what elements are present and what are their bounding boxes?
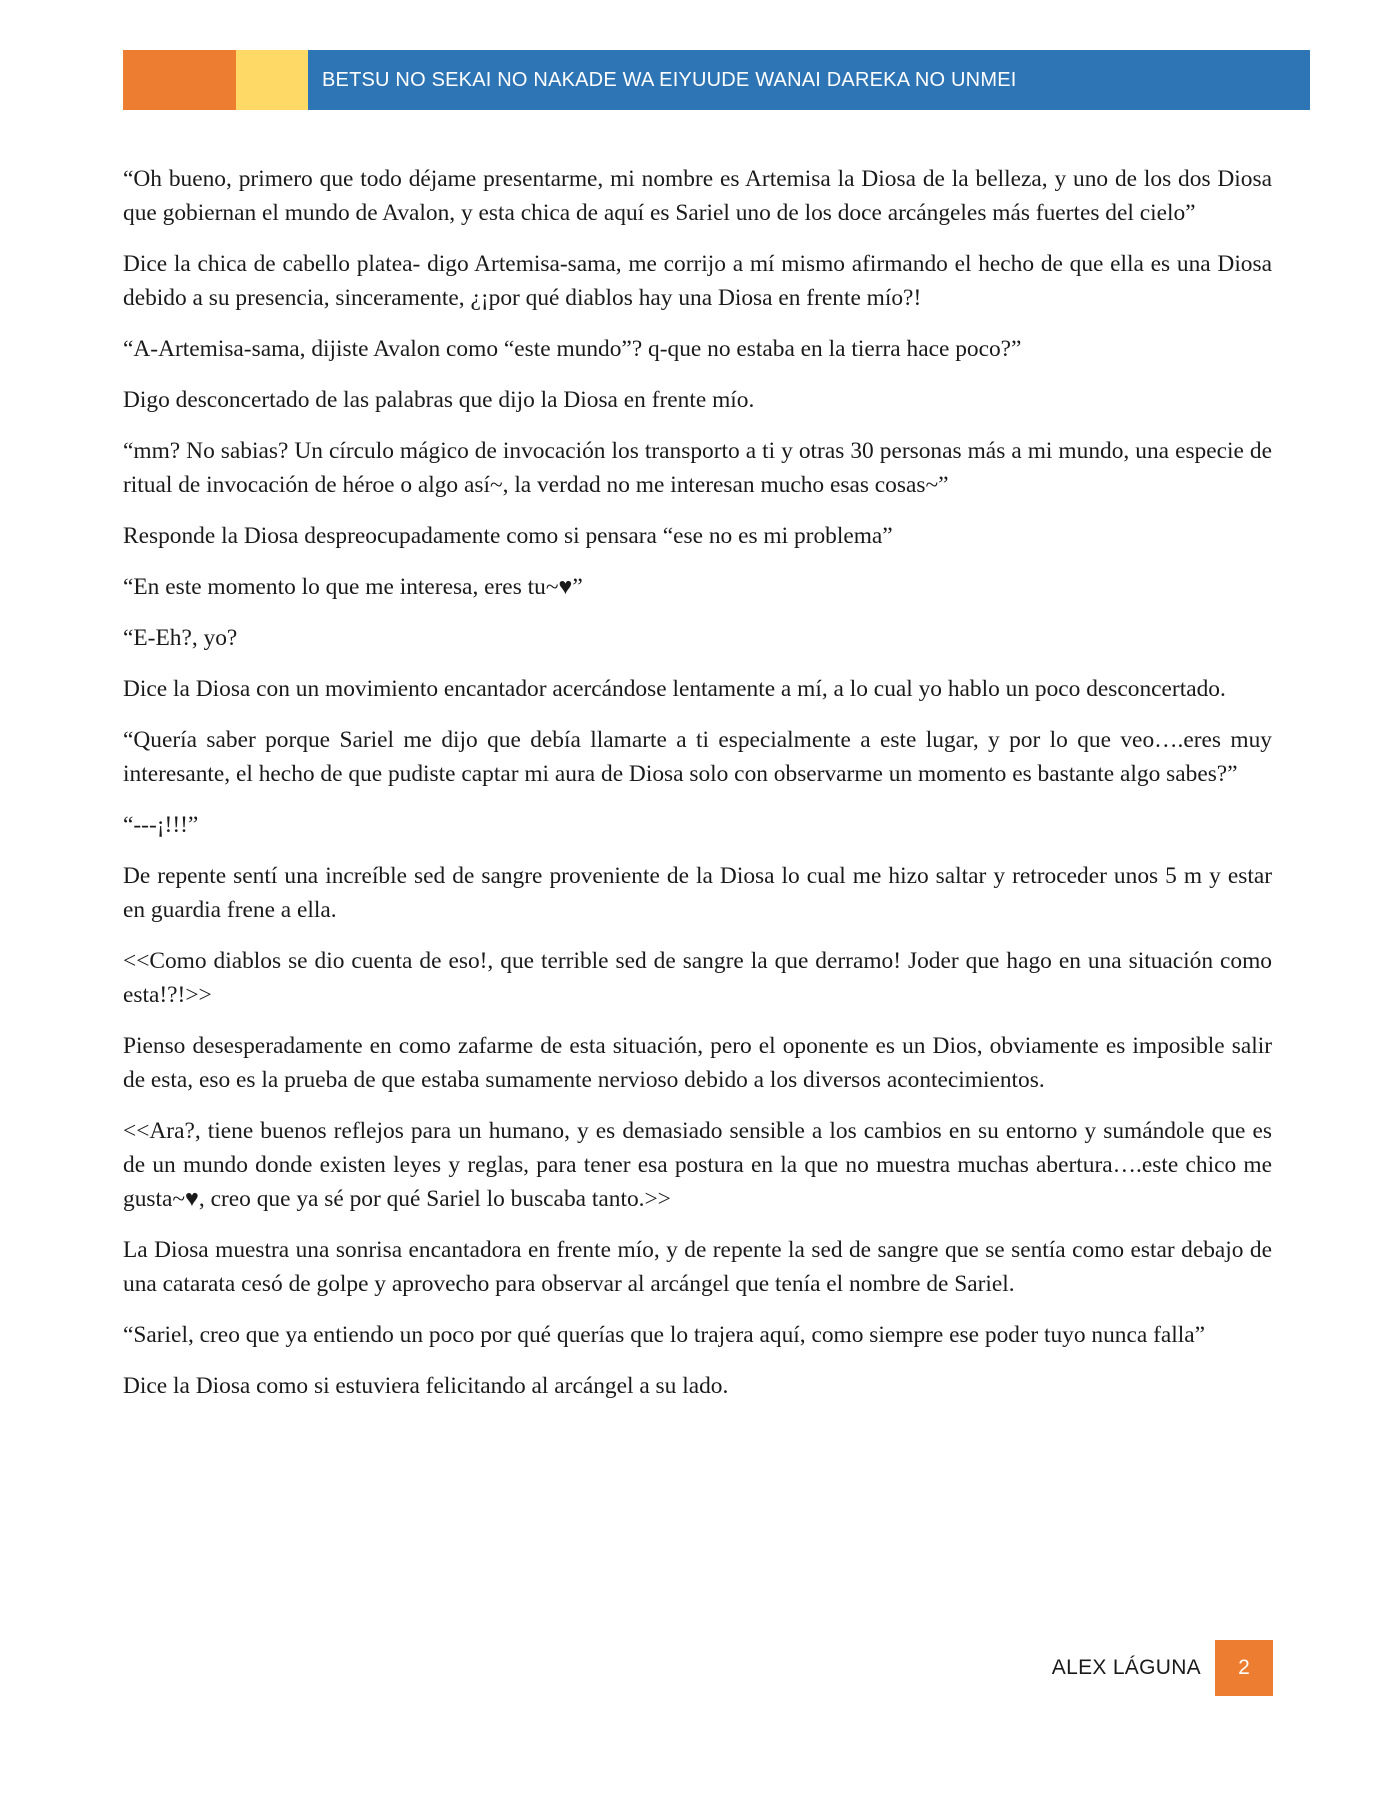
header-yellow-block [236,50,308,110]
paragraph: “E-Eh?, yo? [123,625,238,651]
page-header [123,50,1310,110]
paragraph: <<Como diablos se dio cuenta de eso!, que terrible sed de sangre la que derramo! Joder que hago en una situación como esta!?!>> [123,948,1272,1008]
page-number-badge [1215,1640,1273,1696]
paragraph: La Diosa muestra una sonrisa encantadora en frente mío, y de repente la sed de sangre que se sentía como estar debajo de una catarata cesó de golpe y aprovecho para observar al arcángel que tenía el nombre de Sariel. [123,1237,1272,1297]
paragraph: Digo desconcertado de las palabras que dijo la Diosa en frente mío. [123,387,755,413]
header-title-bar [308,50,1310,110]
page-footer [1052,1640,1273,1696]
paragraph: “Sariel, creo que ya entiendo un poco por qué querías que lo trajera aquí, como siempre ese poder tuyo nunca falla” [123,1322,1206,1348]
page-number: 2 [1238,1656,1250,1679]
header-orange-block [123,50,236,110]
footer-author: ALEX LÁGUNA [1051,1656,1201,1679]
paragraph: Dice la Diosa como si estuviera felicitando al arcángel a su lado. [123,1373,729,1399]
paragraph: Dice la Diosa con un movimiento encantador acercándose lentamente a mí, a lo cual yo hablo un poco desconcertado. [123,676,1226,702]
paragraph: “---¡!!!” [123,812,199,838]
paragraph: Responde la Diosa despreocupadamente como si pensara “ese no es mi problema” [123,523,893,549]
paragraph: <<Ara?, tiene buenos reflejos para un humano, y es demasiado sensible a los cambios en su entorno y sumándole que es de un mundo donde existen leyes y reglas, para tener esa postura en la que no muestra muchas abertura….este chico me gusta~♥, creo que ya sé por qué Sariel lo buscaba tanto.>> [123,1118,1272,1212]
paragraph: “Oh bueno, primero que todo déjame presentarme, mi nombre es Artemisa la Diosa de la belleza, y uno de los dos Diosa que gobiernan el mundo de Avalon, y esta chica de aquí es Sariel uno de los doce arcángeles más fuertes del cielo” [123,166,1272,226]
document-body [123,162,1272,1420]
paragraph: “Quería saber porque Sariel me dijo que debía llamarte a ti especialmente a este lugar, y por lo que veo….eres muy interesante, el hecho de que pudiste captar mi aura de Diosa solo con observarme un momento es bastante algo sabes?” [123,727,1272,787]
paragraph: “mm? No sabias? Un círculo mágico de invocación los transporto a ti y otras 30 personas más a mi mundo, una especie de ritual de invocación de héroe o algo así~, la verdad no me interesan mucho esas cosas~” [123,438,1272,498]
paragraph: Dice la chica de cabello platea- digo Artemisa-sama, me corrijo a mí mismo afirmando el hecho de que ella es una Diosa debido a su presencia, sinceramente, ¿¡por qué diablos hay una Diosa en frente mío?! [123,251,1272,311]
paragraph: “En este momento lo que me interesa, eres tu~♥” [123,574,583,600]
paragraph: De repente sentí una increíble sed de sangre proveniente de la Diosa lo cual me hizo saltar y retroceder unos 5 m y estar en guardia frene a ella. [123,863,1272,923]
paragraph: Pienso desesperadamente en como zafarme de esta situación, pero el oponente es un Dios, obviamente es imposible salir de esta, eso es la prueba de que estaba sumamente nervioso debido a los diversos acontecimientos. [123,1033,1272,1093]
paragraph: “A-Artemisa-sama, dijiste Avalon como “este mundo”? q-que no estaba en la tierra hace poco?” [123,336,1022,362]
header-title: BETSU NO SEKAI NO NAKADE WA EIYUUDE WANAI DAREKA NO UNMEI [322,68,1017,91]
